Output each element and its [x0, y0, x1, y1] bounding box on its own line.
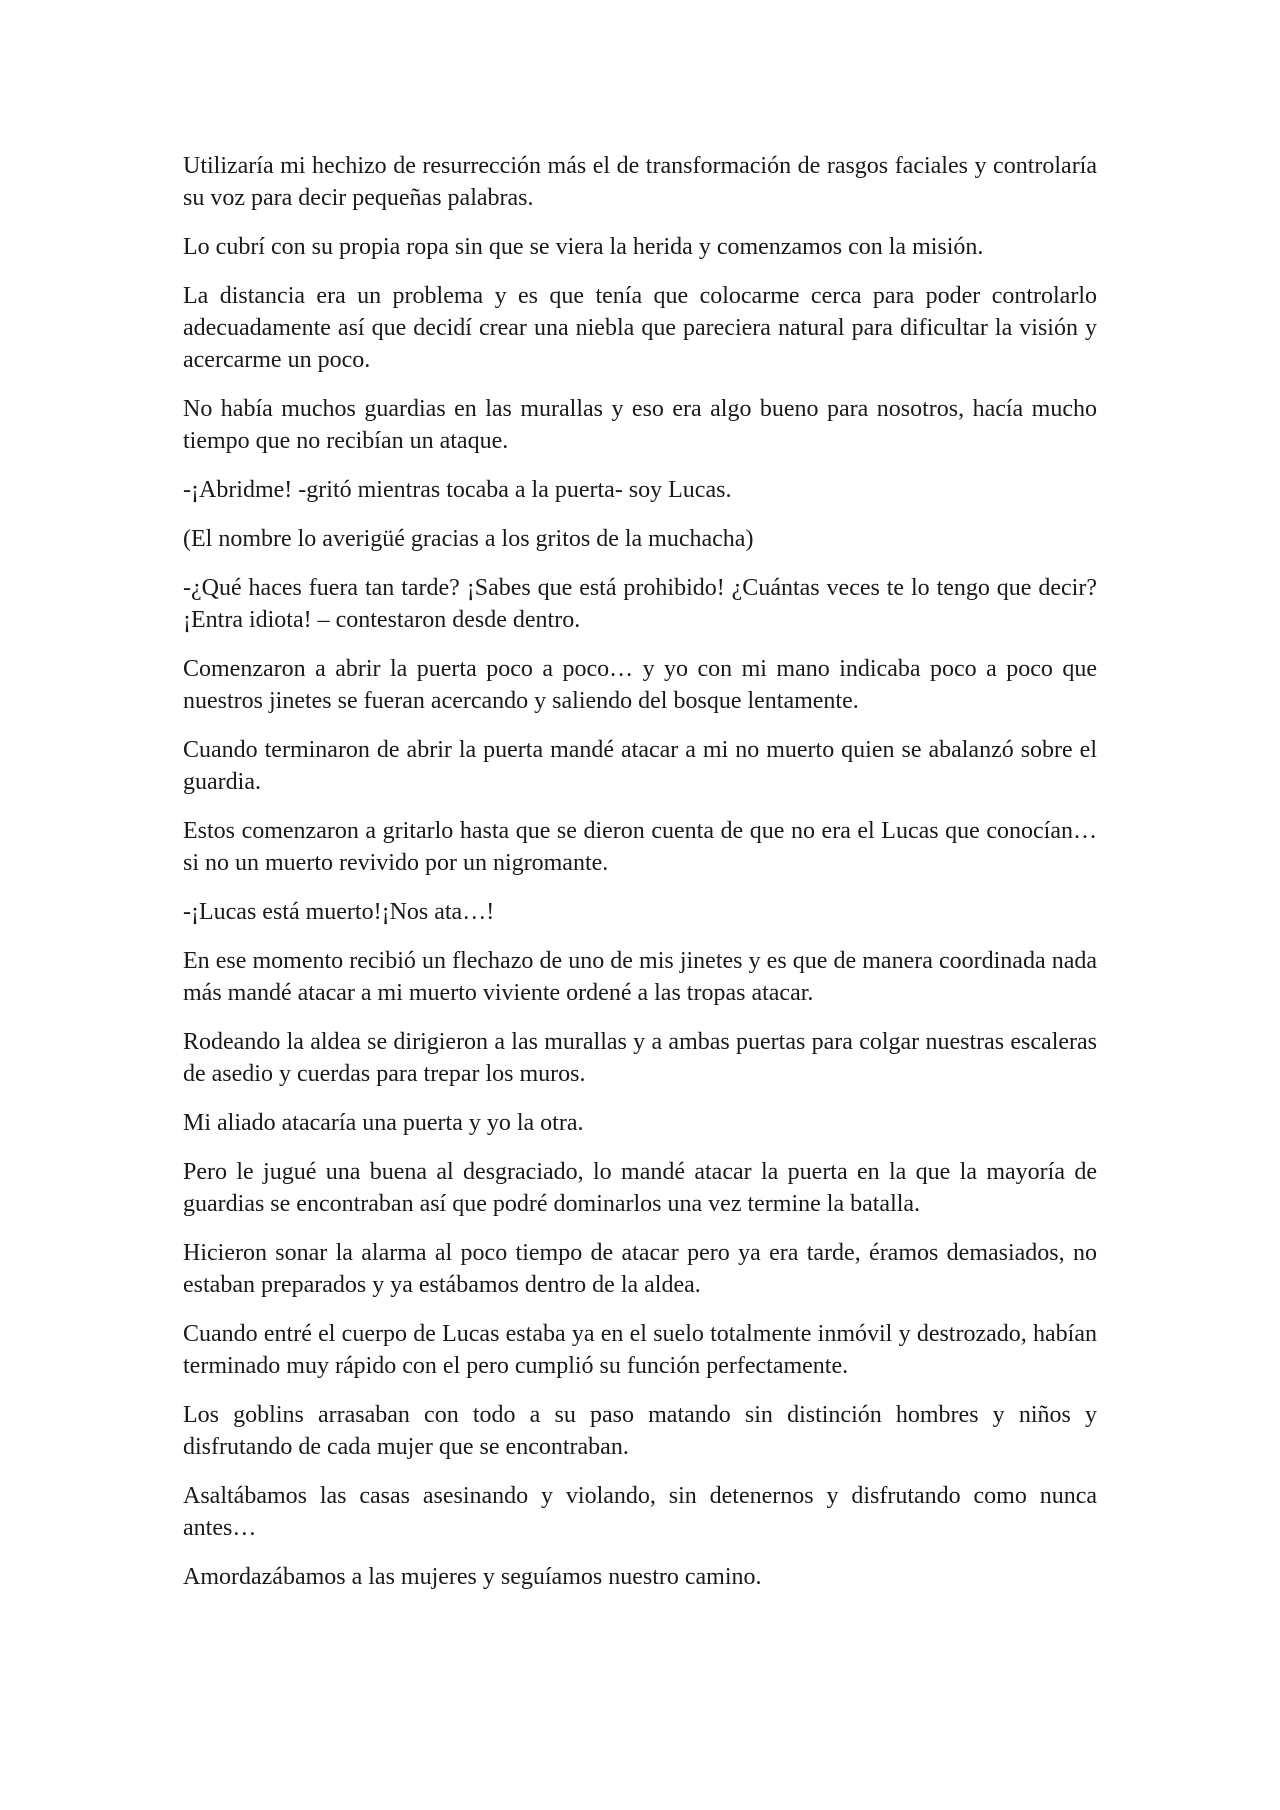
body-text — [183, 150, 1097, 1610]
paragraph: Cuando terminaron de abrir la puerta mandé atacar a mi no muerto quien se abalanzó sobre el guardia. — [183, 737, 1097, 795]
paragraph: -¿Qué haces fuera tan tarde? ¡Sabes que está prohibido! ¿Cuántas veces te lo tengo que decir? ¡Entra idiota! – contestaron desde dentro. — [183, 575, 1097, 633]
paragraph: Los goblins arrasaban con todo a su paso matando sin distinción hombres y niños y disfrutando de cada mujer que se encontraban. — [183, 1402, 1097, 1460]
paragraph: Amordazábamos a las mujeres y seguíamos nuestro camino. — [183, 1564, 762, 1590]
paragraph: Lo cubrí con su propia ropa sin que se viera la herida y comenzamos con la misión. — [183, 234, 984, 260]
paragraph: No había muchos guardias en las murallas y eso era algo bueno para nosotros, hacía mucho tiempo que no recibían un ataque. — [183, 396, 1097, 454]
paragraph: -¡Lucas está muerto!¡Nos ata…! — [183, 899, 495, 925]
paragraph: Hicieron sonar la alarma al poco tiempo de atacar pero ya era tarde, éramos demasiados, no estaban preparados y ya estábamos dentro de la aldea. — [183, 1240, 1097, 1298]
paragraph: En ese momento recibió un flechazo de uno de mis jinetes y es que de manera coordinada nada más mandé atacar a mi muerto viviente ordené a las tropas atacar. — [183, 948, 1097, 1006]
paragraph: -¡Abridme! -gritó mientras tocaba a la puerta- soy Lucas. — [183, 477, 732, 503]
paragraph: Comenzaron a abrir la puerta poco a poco… y yo con mi mano indicaba poco a poco que nuestros jinetes se fueran acercando y saliendo del bosque lentamente. — [183, 656, 1097, 714]
paragraph: Pero le jugué una buena al desgraciado, lo mandé atacar la puerta en la que la mayoría de guardias se encontraban así que podré dominarlos una vez termine la batalla. — [183, 1159, 1097, 1217]
paragraph: (El nombre lo averigüé gracias a los gritos de la muchacha) — [183, 526, 754, 552]
paragraph: La distancia era un problema y es que tenía que colocarme cerca para poder controlarlo adecuadamente así que decidí crear una niebla que pareciera natural para dificultar la visión y acercarme un poco. — [183, 283, 1097, 373]
paragraph: Estos comenzaron a gritarlo hasta que se dieron cuenta de que no era el Lucas que conocían… si no un muerto revivido por un nigromante. — [183, 818, 1097, 876]
paragraph: Utilizaría mi hechizo de resurrección más el de transformación de rasgos faciales y controlaría su voz para decir pequeñas palabras. — [183, 153, 1097, 211]
paragraph: Rodeando la aldea se dirigieron a las murallas y a ambas puertas para colgar nuestras escaleras de asedio y cuerdas para trepar los muros. — [183, 1029, 1097, 1087]
paragraph: Mi aliado atacaría una puerta y yo la otra. — [183, 1110, 584, 1136]
paragraph: Asaltábamos las casas asesinando y violando, sin detenernos y disfrutando como nunca antes… — [183, 1483, 1097, 1541]
paragraph: Cuando entré el cuerpo de Lucas estaba ya en el suelo totalmente inmóvil y destrozado, habían terminado muy rápido con el pero cumplió su función perfectamente. — [183, 1321, 1097, 1379]
